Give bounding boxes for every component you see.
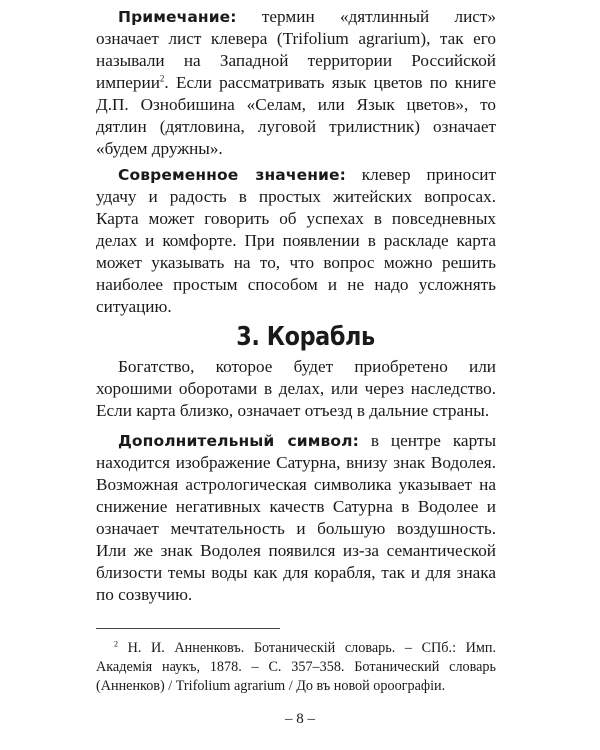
- additional-symbol-text: в центре карты находится изображение Сатурна, внизу знак Водолея. Возможная астрологическая символика указывает на снижение негативных качеств Сатурна в Водолее и означает мечтательность и большую воздушность. Или же знак Водолея появился из-за семантической близости темы воды как для корабля, так и для знака по созвучию.: [96, 431, 496, 604]
- modern-meaning-paragraph: [96, 164, 496, 318]
- footnote: [96, 639, 496, 696]
- main-text: [96, 6, 496, 614]
- footnote-reference: 2: [159, 73, 165, 84]
- footnote-number: 2: [114, 639, 118, 649]
- section-heading: 3. Корабль: [236, 322, 375, 352]
- note-text-b: . Если рассматривать язык цветов по книге Д.П. Ознобишина «Селам, или Язык цветов», то дятлин (дятловина, луговой трилистник) означает «будем дружны».: [96, 73, 496, 158]
- modern-meaning-label: Современное значение:: [118, 166, 346, 184]
- additional-symbol-paragraph: [96, 430, 496, 606]
- page-number: – 8 –: [285, 711, 315, 727]
- additional-symbol-label: Дополнительный символ:: [118, 432, 359, 450]
- section-paragraph: Богатство, которое будет приобретено или хорошими оборотами в делах, или через наследство. Если карта близко, означает отъезд в дальние страны.: [96, 357, 496, 420]
- note-label: Примечание:: [118, 8, 237, 26]
- note-paragraph: [96, 6, 496, 160]
- note-text-a: термин «дятлинный лист» означает лист клевера (Trifolium agrarium), так его называли на Западной территории Российской империи: [96, 7, 496, 92]
- footnote-divider: [96, 628, 280, 629]
- modern-meaning-text: клевер приносит удачу и радость в простых житейских вопросах. Карта может говорить об успехах в повседневных делах и комфорте. При появлении в раскладе карта может указывать на то, что вопрос можно решить наиболее простым способом и не надо усложнять ситуацию.: [96, 165, 496, 316]
- footnote-text: Н. И. Анненковъ. Ботаническiй словарь. – СПб.: Имп. Академiя наукъ, 1878. – С. 357–358. Ботанический словарь (Анненков) / Trifolium agrarium / До въ новой ороографiи.: [96, 640, 496, 694]
